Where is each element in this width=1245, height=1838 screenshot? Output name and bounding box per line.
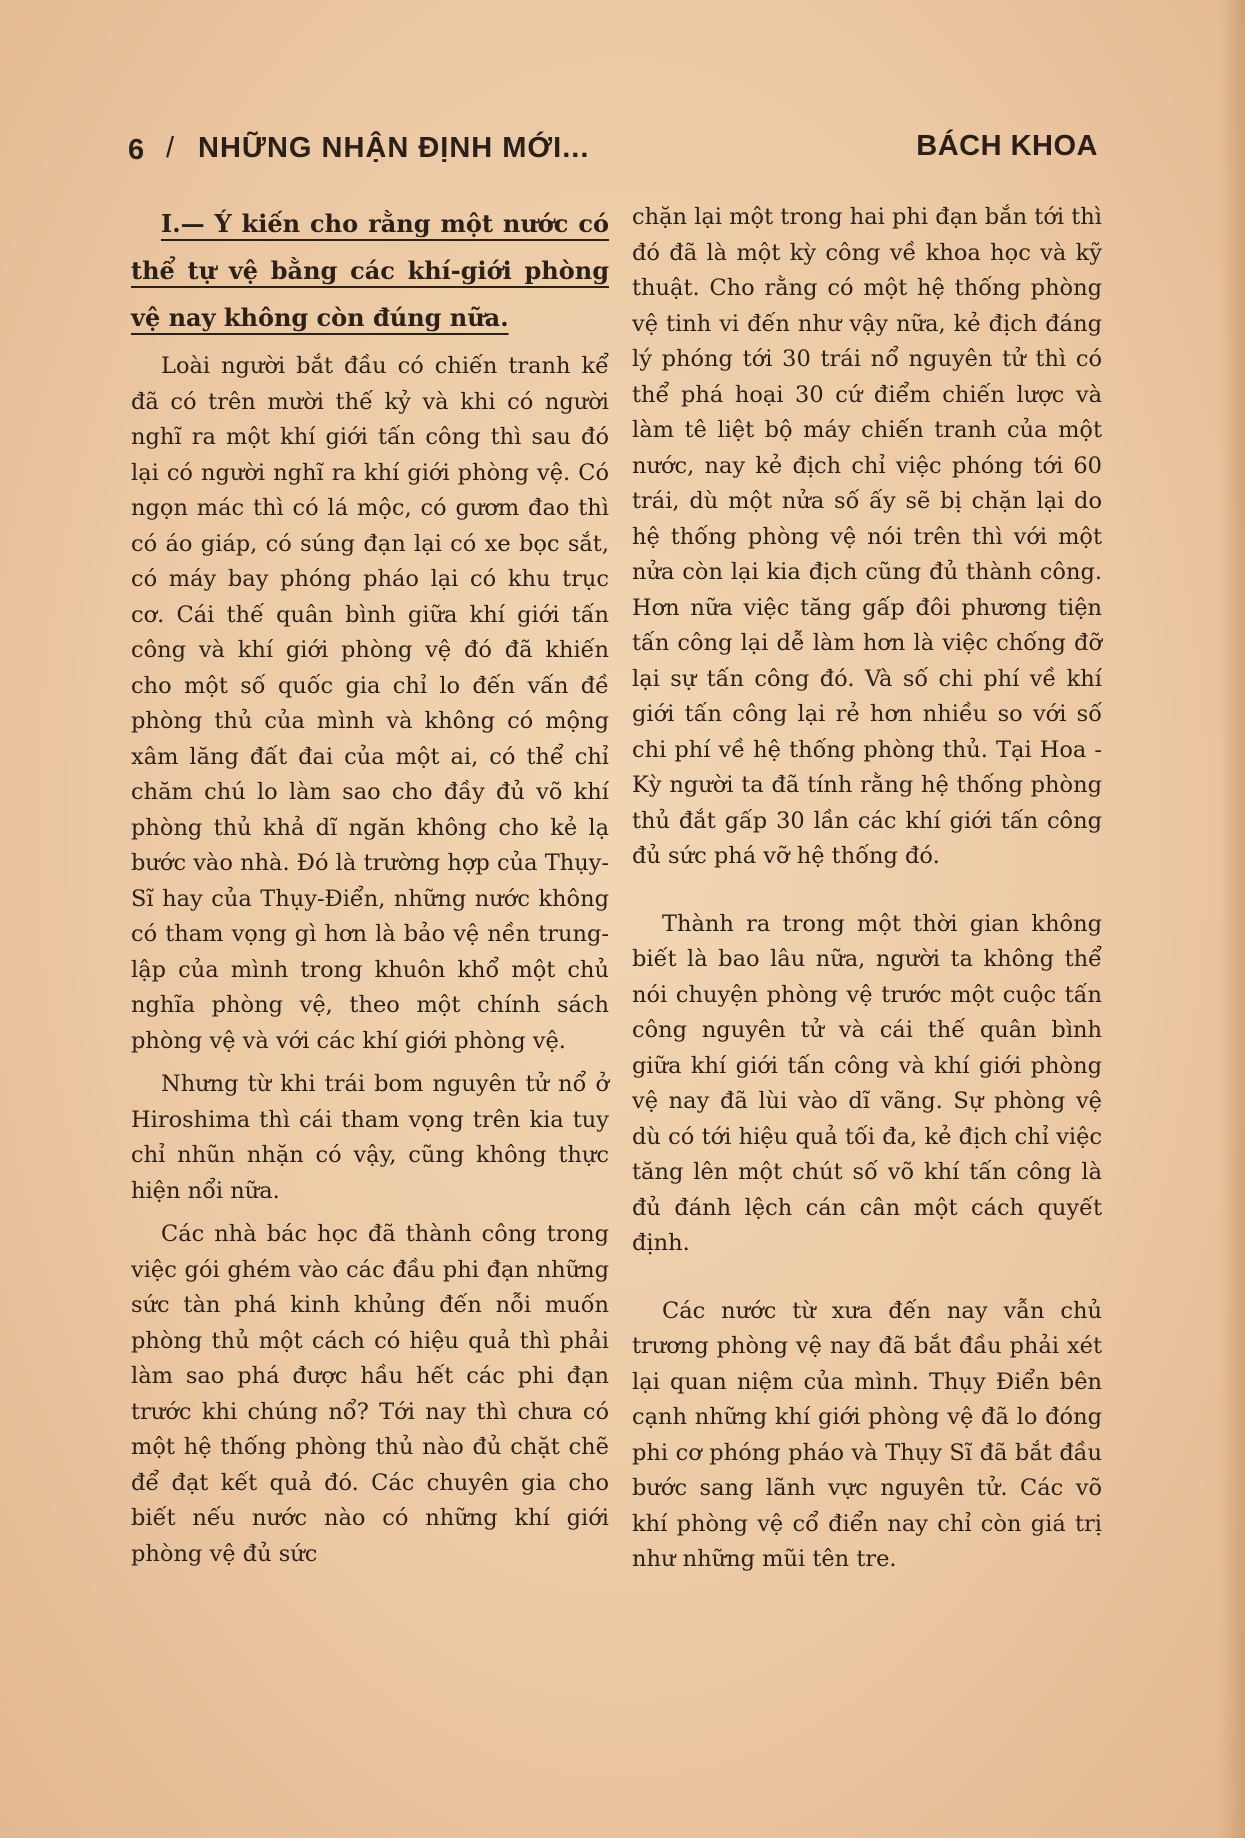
- paragraph: Loài người bắt đầu có chiến tranh kể đã có trên mười thế kỷ và khi có người nghĩ ra một khí giới tấn công thì sau đó lại có người nghĩ ra khí giới phòng vệ. Có ngọn mác thì có lá mộc, có gươm đao thì có áo giáp, có súng đạn lại có xe bọc sắt, có máy bay phóng pháo lại có khu trục cơ. Cái thế quân bình giữa khí giới tấn công và khí giới phòng vệ đó đã khiến cho một số quốc gia chỉ lo đến vấn đề phòng thủ của mình và không có mộng xâm lăng đất đai của một ai, có thể chỉ chăm chú lo làm sao cho đầy đủ võ khí phòng thủ khả dĩ ngăn không cho kẻ lạ bước vào nhà. Đó là trường hợp của Thụy-Sĩ hay của Thụy-Điển, những nước không có tham vọng gì hơn là bảo vệ nền trung-lập của mình trong khuôn khổ một chủ nghĩa phòng vệ, theo một chính sách phòng vệ và với các khí giới phòng vệ.: [131, 353, 609, 1054]
- magazine-name: BÁCH KHOA: [916, 130, 1098, 162]
- paragraph: Nhưng từ khi trái bom nguyên tử nổ ở Hiroshima thì cái tham vọng trên kia tuy chỉ nhũn nhặn có vậy, cũng không thực hiện nổi nữa.: [131, 1071, 609, 1204]
- section-heading-text: I.— Ý kiến cho rằng một nước có thể tự vệ bằng các khí-giới phòng vệ nay không còn đúng nữa.: [131, 209, 609, 332]
- page-edge-shadow: [1219, 0, 1245, 1838]
- paragraph: Các nước từ xưa đến nay vẫn chủ trương phòng vệ nay đã bắt đầu phải xét lại quan niệm của mình. Thụy Điển bên cạnh những khí giới phòng vệ đã lo đóng phi cơ phóng pháo và Thụy Sĩ đã bắt đầu bước sang lãnh vực nguyên tử. Các võ khí phòng vệ cổ điển nay chỉ còn giá trị như những mũi tên tre.: [632, 1297, 1102, 1572]
- left-column: [131, 200, 609, 1572]
- right-column: [632, 200, 1102, 1578]
- section-heading: [131, 200, 609, 341]
- paragraph: Thành ra trong một thời gian không biết là bao lâu nữa, người ta không thể nói chuyện phòng vệ trước một cuộc tấn công nguyên tử và cái thế quân bình giữa khí giới tấn công và khí giới phòng vệ nay đã lùi vào dĩ vãng. Sự phòng vệ dù có tới hiệu quả tối đa, kẻ địch chỉ việc tăng lên một chút số võ khí tấn công là đủ đánh lệch cán cân một cách quyết định.: [632, 910, 1102, 1256]
- page-number: 6: [128, 134, 146, 166]
- paragraph: chặn lại một trong hai phi đạn bắn tới thì đó đã là một kỳ công về khoa học và kỹ thuật. Cho rằng có một hệ thống phòng vệ tinh vi đến như vậy nữa, kẻ địch đáng lý phóng tới 30 trái nổ nguyên tử thì có thể phá hoại 30 cứ điểm chiến lược và làm tê liệt bộ máy chiến tranh của một nước, nay kẻ địch chỉ việc phóng tới 60 trái, dù một nửa số ấy sẽ bị chặn lại do hệ thống phòng vệ nói trên thì với một nửa còn lại kia địch cũng đủ thành công. Hơn nữa việc tăng gấp đôi phương tiện tấn công lại dễ làm hơn là việc chống đỡ lại sự tấn công đó. Và số chi phí về khí giới tấn công lại rẻ hơn nhiều so với số chi phí về hệ thống phòng thủ. Tại Hoa - Kỳ người ta đã tính rằng hệ thống phòng thủ đắt gấp 30 lần các khí giới tấn công đủ sức phá vỡ hệ thống đó.: [632, 204, 1102, 869]
- paragraph: Các nhà bác học đã thành công trong việc gói ghém vào các đầu phi đạn những sức tàn phá kinh khủng đến nỗi muốn phòng thủ một cách có hiệu quả thì phải làm sao phá được hầu hết các phi đạn trước khi chúng nổ? Tới nay thì chưa có một hệ thống phòng thủ nào đủ chặt chẽ để đạt kết quả đó. Các chuyên gia cho biết nếu nước nào có những khí giới phòng vệ đủ sức: [131, 1221, 609, 1567]
- running-header: [128, 128, 1098, 178]
- article-title: NHỮNG NHẬN ĐỊNH MỚI...: [198, 132, 590, 164]
- header-separator: /: [166, 132, 176, 164]
